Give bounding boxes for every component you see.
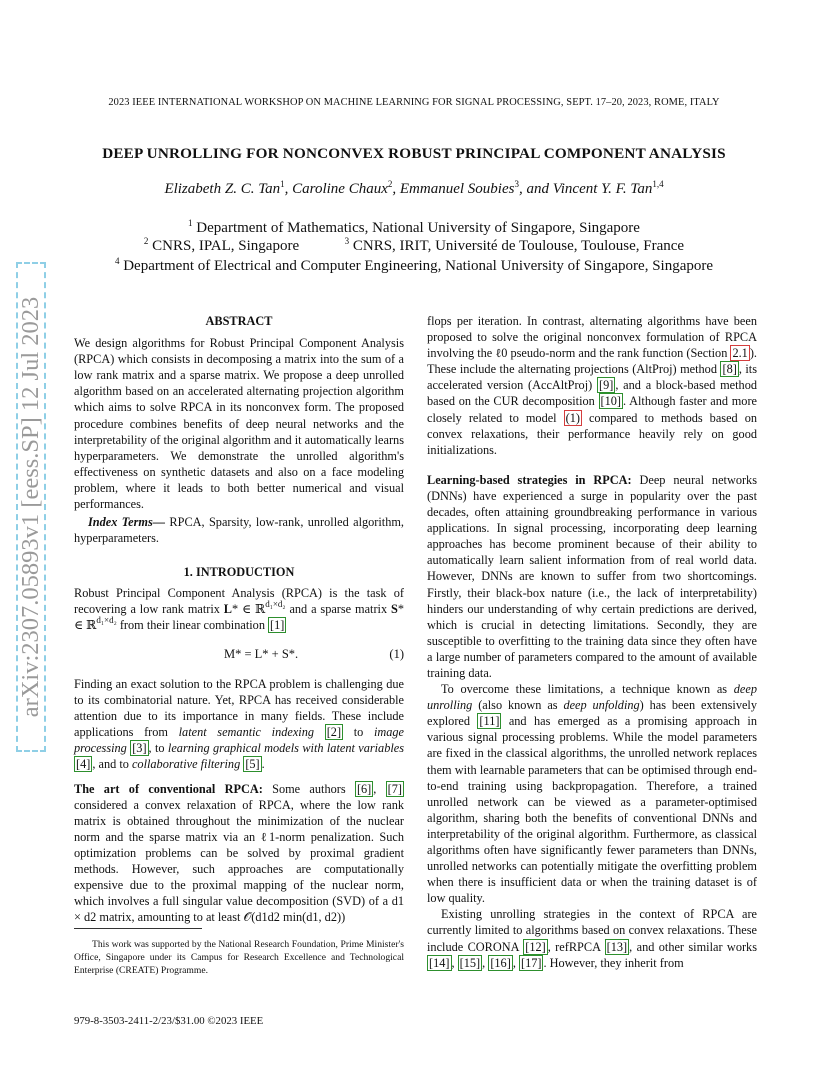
affiliation-4: $^4$ Department of Electrical and Computer Engineering, National University of Singapore, Singapore (114, 256, 714, 274)
citation-link[interactable]: [1] (270, 618, 285, 633)
introduction-section (74, 564, 404, 633)
citation-link[interactable]: [11] (479, 714, 500, 729)
paper-title: DEEP UNROLLING FOR NONCONVEX ROBUST PRINCIPAL COMPONENT ANALYSIS (102, 145, 726, 162)
intro-paragraph-2: Finding an exact solution to the RPCA problem is challenging due to its combinatorial nature. Yet, RPCA has received considerable attention due to its importance in many fields. These include applications from latent semantic indexing [2] to image processing [3] , to learning graphical models with latent variables [4] , and to collaborative filtering [5] . The art of conventional RPCA: Some authors [6] , [7] considered a convex relaxation of RPCA, where the low rank matrix is obtained throughout the minimization of the nuclear norm and the sparse matrix via an ℓ1-norm penalization. Such optimization problems can be solved by proximal gradient methods. However, such approaches are computationally expensive due to the proximal mapping of the nuclear norm, which involves a full singular value decomposition (SVD) of a d1 × d2 matrix, amounting to at least 𝒪(d1d2 min(d1, d2)) (74, 677, 405, 925)
affiliation-1: $^1$ Department of Mathematics, National University of Singapore, Singapore (188, 218, 640, 236)
section-link[interactable]: 2.1 (732, 346, 748, 361)
abstract-body: We design algorithms for Robust Principal Component Analysis (RPCA) which consists in decomposing a matrix into the sum of a low rank matrix and a sparse matrix. We propose a deep unrolled algorithm based on an accelerated alternating projection algorithm which aims to solve RPCA in its nonconvex form. The proposed procedure combines benefits of deep neural networks and the interpretability of the original algorithm and it automatically learns hyperparameters. We demonstrate the unrolled algorithm's effectiveness on synthetic datasets and also on a face modeling problem, where it leads to both better numerical and visual performances. (74, 336, 404, 512)
existing-strategies-paragraph: Existing unrolling strategies in the context of RPCA are currently limited to algorithms based on convex relaxations. These include CORONA [12] , refRPCA [13] , and other similar works [14] , [15] , [16] , [17] . However, they inherit from (427, 907, 757, 970)
arxiv-identifier[interactable]: arXiv:2307.05893v1 [eess.SP] 12 Jul 2023 (17, 296, 44, 718)
author-name: Caroline Chaux (292, 181, 388, 197)
citation-link[interactable]: [6] (356, 781, 372, 796)
citation-link[interactable]: [13] (606, 939, 628, 954)
citation-link[interactable]: [2] (326, 725, 342, 740)
citation-link[interactable]: [15] (459, 955, 481, 970)
equation-body: M* = L* + S*. (224, 647, 299, 661)
author-name: Emmanuel Soubies (399, 181, 515, 197)
citation-link[interactable]: [7] (387, 781, 402, 796)
author-list: Elizabeth Z. C. Tan$^1$, Caroline Chaux$^2$, Emmanuel Soubies$^3$, and Vincent Y. F. Tan$^{1,4}$ (164, 179, 664, 197)
isbn-line: 979-8-3503-2411-2/23/$31.00 ©2023 IEEE (74, 1015, 264, 1027)
citation-link[interactable]: [3] (132, 741, 147, 756)
author-name: Vincent Y. F. Tan (552, 181, 653, 197)
affiliation-2-3: $^2$ CNRS, IPAL, Singapore $^3$ CNRS, IRIT, Université de Toulouse, Toulouse, France (143, 236, 685, 254)
abstract-heading: ABSTRACT (205, 314, 273, 328)
citation-link[interactable]: [5] (245, 757, 260, 772)
index-terms: Index Terms— RPCA, Sparsity, low-rank, unrolled algorithm, hyperparameters. (74, 515, 404, 546)
citation-link[interactable]: [8] (722, 362, 737, 377)
citation-link[interactable]: [12] (525, 939, 546, 954)
deep-unrolling-paragraph: To overcome these limitations, a technique known as deep unrolling (also known as deep unfolding) has been extensively explored [11] and has emerged as a promising approach in various signal processing problems. While the model parameters are fixed in the classical algorithms, the unrolled network replaces them with learnable parameters that can be optimised through end-to-end training using backpropagation. Therefore, a trained unrolled network can be viewed as a parameter-optimised algorithm, sharing both the benefits of conventional DNNs and interpretability of the original algorithm. Furthermore, as classical algorithms often have significantly fewer parameters than DNNs, unrolled networks can potentially mitigate the overfitting problem when there is insufficient data or when the training dataset is of low quality. (427, 682, 757, 906)
alternating-algorithms-paragraph: flops per iteration. In contrast, alternating algorithms have been proposed to solve the original nonconvex formulation of RPCA involving the ℓ0 pseudo-norm and the rank function (Section 2.1 ). These include the alternating projections (AltProj) method [8] , its accelerated version (AccAltProj) [9] , and a block-based method based on the CUR decomposition [10] . Although faster and more closely related to model (1) compared to methods based on convex relaxations, their performance heavily rely on good initializations. (427, 314, 758, 457)
learning-based-paragraph: Learning-based strategies in RPCA: Deep neural networks (DNNs) have experienced a surge in popularity over the past decades, often attaining groundbreaking performance in various applications. In signal processing, incorporating deep learning approaches has become prominent because of their ability to automatically learn salient information from of real world data. However, DNNs are known to suffer from two shortcomings. Firstly, their black-box nature (i.e., the lack of interpretability) hinders our understanding of why certain predictions are derived, which is crucial in detecting limitations. Secondly, they are susceptible to overfitting to the training data since they often have a large number of parameters compared to the amount of available training data. (427, 472, 757, 680)
conference-header: 2023 IEEE INTERNATIONAL WORKSHOP ON MACHINE LEARNING FOR SIGNAL PROCESSING, SEPT. 17–20, 2023, ROME, ITALY (108, 97, 720, 108)
footnote-divider (74, 928, 202, 929)
abstract-section (74, 313, 404, 546)
citation-link[interactable]: [16] (490, 955, 511, 970)
citation-link[interactable]: [10] (600, 394, 622, 409)
citation-link[interactable]: [17] (520, 955, 542, 970)
arxiv-stamp[interactable] (16, 262, 46, 752)
footnote: This work was supported by the National Research Foundation, Prime Minister's Office, Singapore under its Campus for Research Excellence and Technological Enterprise (CREATE) Programme. (74, 939, 404, 976)
author-name: Elizabeth Z. C. Tan (164, 181, 281, 197)
intro-paragraph-1: Robust Principal Component Analysis (RPCA) is the task of recovering a low rank matrix L* ∈ ℝ$^{d_1\times d_2}$ and a sparse matrix S* ∈ ℝ$^{d_1\times d_2}$ from their linear combination [1] (74, 586, 404, 633)
introduction-heading: 1. INTRODUCTION (183, 565, 295, 579)
right-column (427, 313, 757, 971)
citation-link[interactable]: [9] (599, 378, 614, 393)
equation-number: (1) (389, 647, 404, 661)
equation-link[interactable]: (1) (565, 410, 580, 425)
citation-link[interactable]: [4] (76, 757, 91, 772)
conventional-rpca-paragraph: The art of conventional RPCA: Some authors [6] , [7] considered a convex relaxation of RPCA, where the low rank matrix is obtained throughout the minimization of the nuclear norm and the sparse matrix via an ℓ1-norm penalization. Such optimization problems can be solved by proximal gradient methods. However, such approaches are computationally expensive due to the proximal mapping of the nuclear norm, which involves a full singular value decomposition (SVD) of a d1 × d2 matrix, amounting to at least 𝒪(d1d2 min(d1, d2)) (74, 781, 404, 925)
citation-link[interactable]: [14] (429, 955, 450, 970)
